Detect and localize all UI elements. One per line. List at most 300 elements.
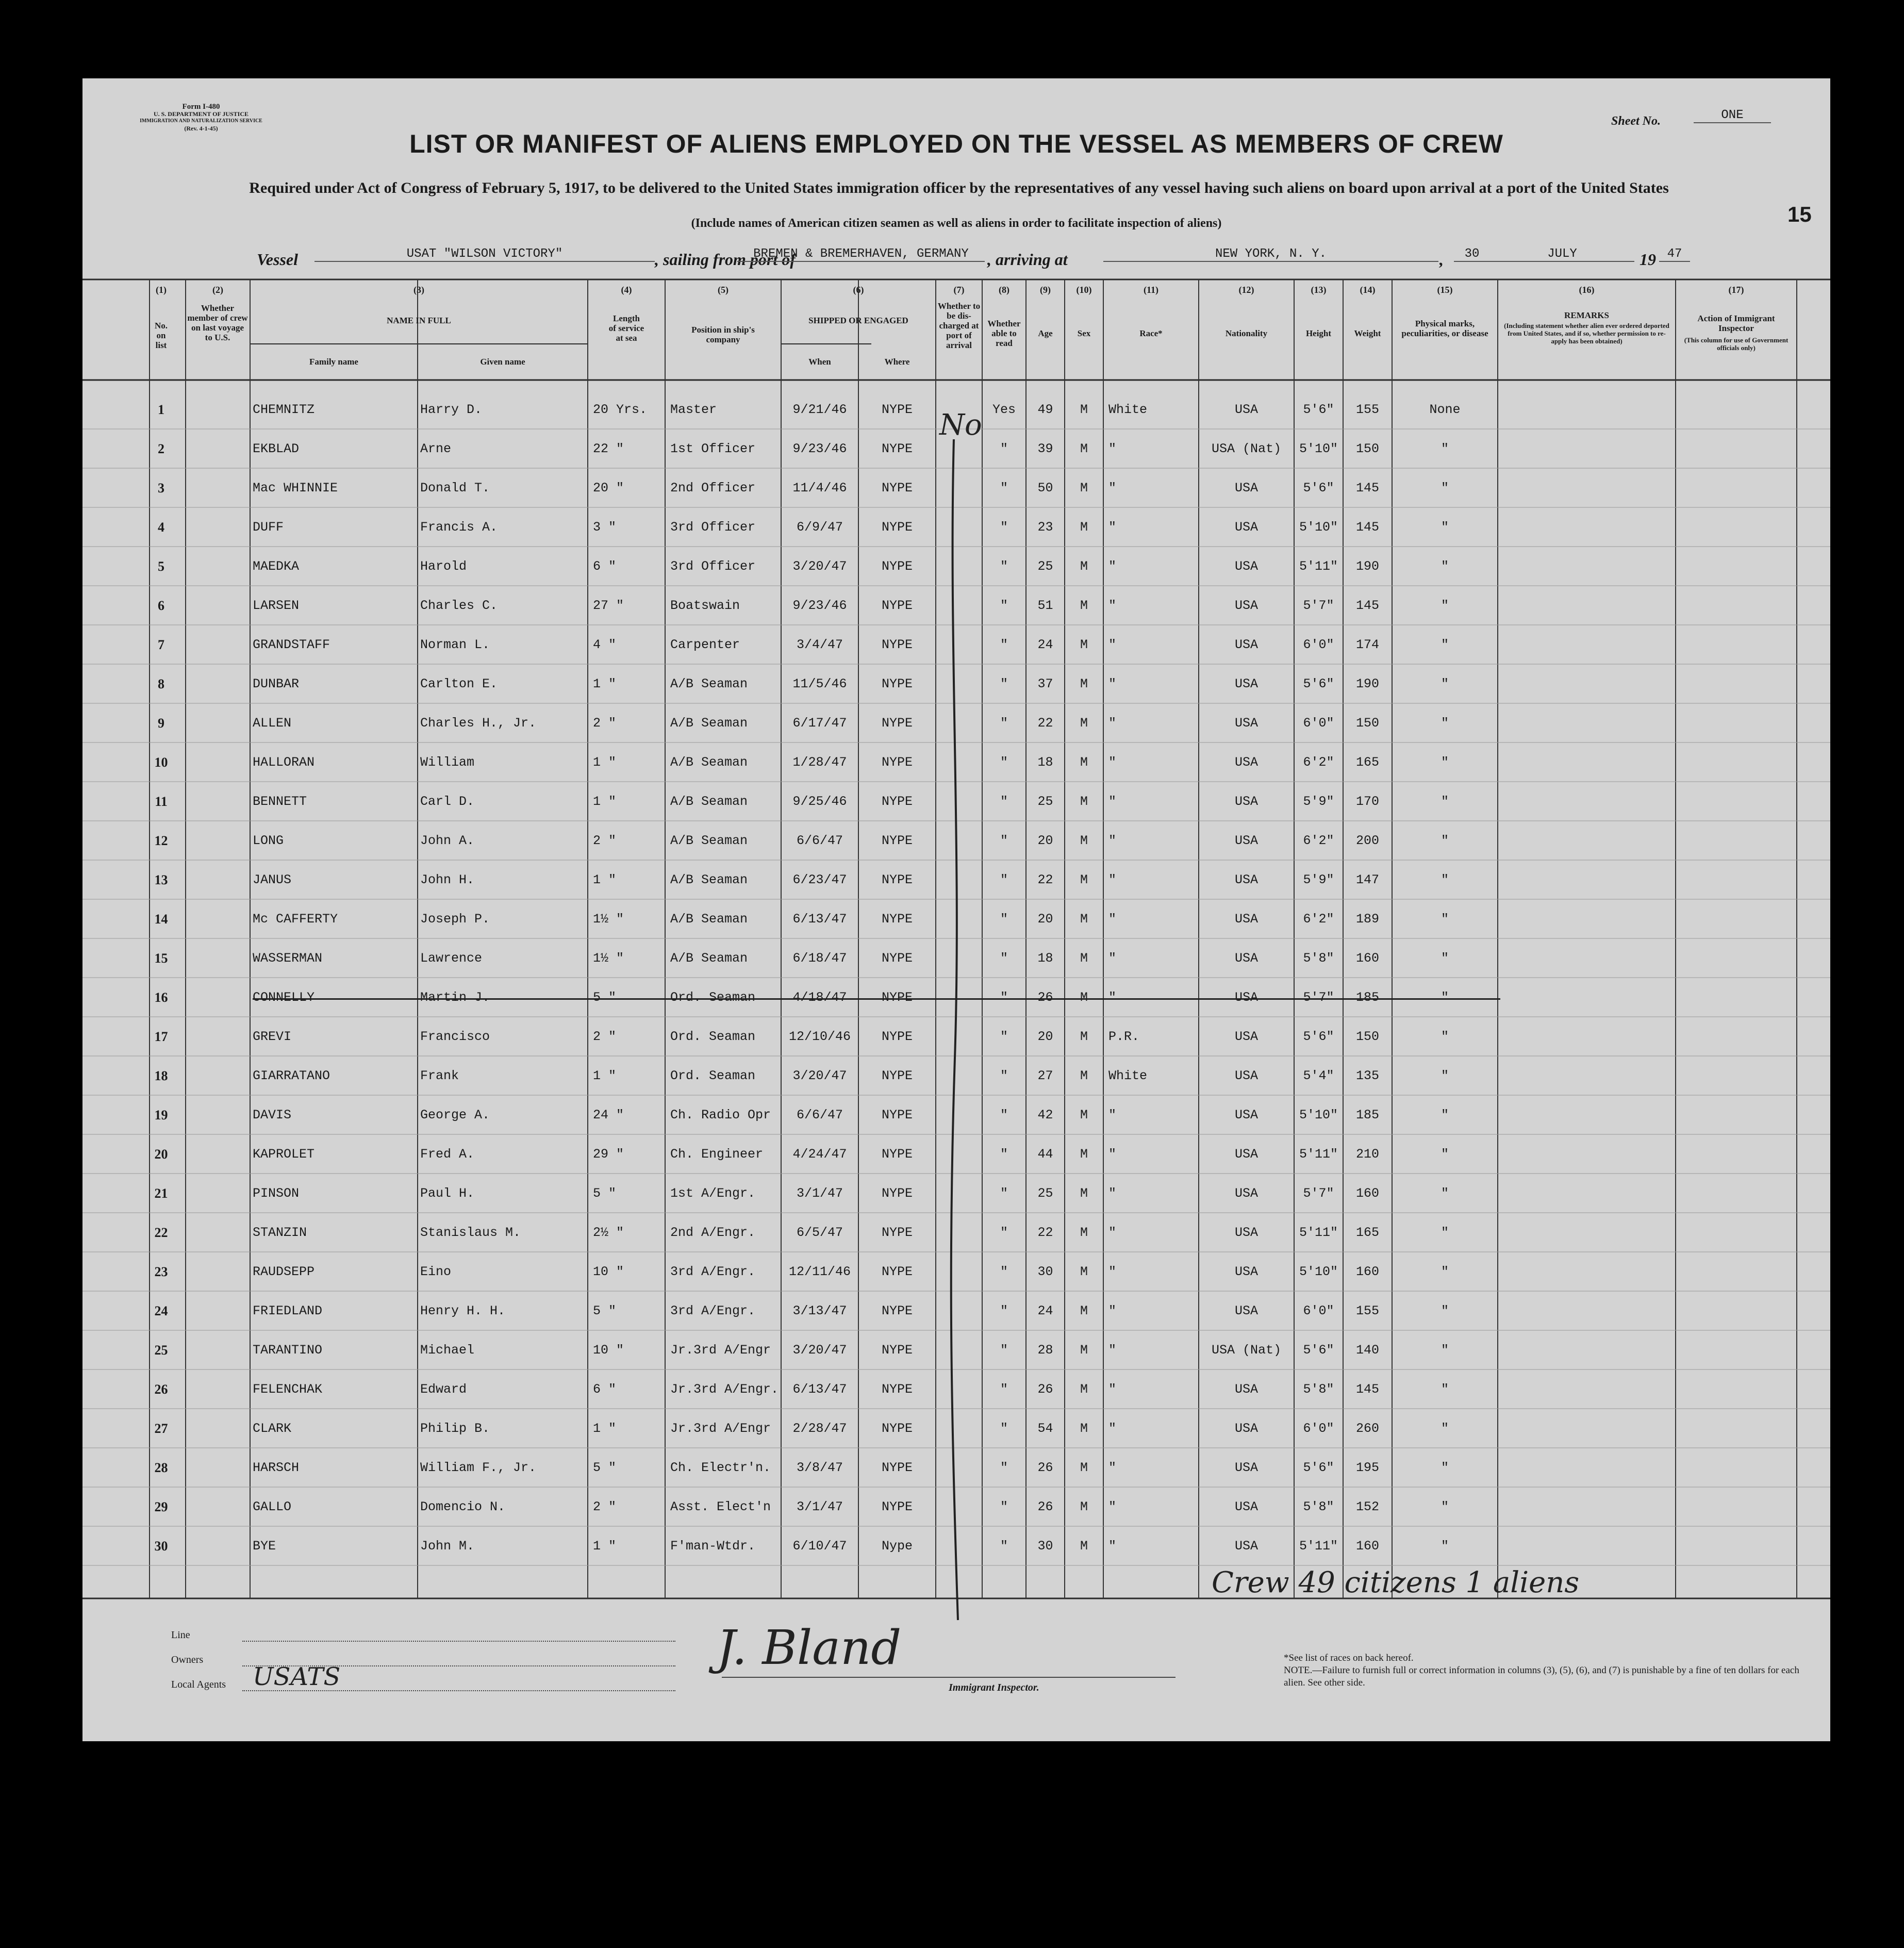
race-note: *See list of races on back hereof. [1284,1653,1414,1663]
colnum-13: (13) [1311,285,1327,295]
cell-service: 1 " [593,755,617,770]
cell-weight: 145 [1355,481,1379,496]
arriving-label: , arriving at [987,250,1068,269]
cell-age: 20 [1037,912,1053,927]
cell-no: 14 [154,912,168,927]
cell-given: Paul H. [420,1186,475,1201]
colnum-10: (10) [1076,285,1092,295]
cell-height: 6'0" [1303,637,1334,652]
cell-family: CHEMNITZ [253,402,315,417]
cell-physical: " [1441,1186,1449,1201]
cell-position: A/B Seaman [670,676,748,691]
cell-sex: M [1080,1460,1088,1475]
cell-weight: 155 [1355,1303,1379,1318]
cell-sex: M [1080,912,1088,927]
footer-notes [1284,1652,1799,1689]
cell-service: 1 " [593,1421,617,1436]
cell-sex: M [1080,1382,1088,1397]
cell-sex: M [1080,1499,1088,1514]
cell-given: John M. [420,1539,475,1554]
cell-physical: " [1441,872,1449,887]
cell-position: A/B Seaman [670,833,748,848]
cell-height: 5'6" [1303,1460,1334,1475]
cell-family: DUFF [253,520,284,535]
header-age: Age [1038,328,1053,338]
cell-read: " [1000,716,1008,731]
cell-weight: 160 [1355,1186,1379,1201]
cell-position: 1st A/Engr. [670,1186,756,1201]
cell-race: " [1108,1421,1117,1436]
header-height: Height [1305,328,1332,338]
cell-physical: " [1441,1382,1449,1397]
cell-age: 26 [1037,1460,1053,1475]
department: U. S. DEPARTMENT OF JUSTICE [153,110,249,118]
cell-height: 5'8" [1303,1499,1334,1514]
cell-weight: 152 [1355,1499,1379,1514]
cell-given: Arne [420,441,452,456]
cell-where: NYPE [881,1068,913,1083]
cell-sex: M [1080,520,1088,535]
cell-when: 12/10/46 [788,1029,851,1044]
cell-service: 1 " [593,1068,617,1083]
cell-nationality: USA (Nat) [1211,441,1282,456]
arrival-port: NEW YORK, N. Y. [1103,247,1438,262]
cell-sex: M [1080,481,1088,496]
discharged-mark: No [939,408,982,442]
cell-where: NYPE [881,441,913,456]
header-sex: Sex [1077,328,1091,338]
cell-sex: M [1080,951,1088,966]
cell-sex: M [1080,794,1088,809]
inspector-field [722,1676,1175,1678]
cell-weight: 160 [1355,951,1379,966]
cell-service: 1½ " [593,951,624,966]
cell-nationality: USA [1234,559,1258,574]
cell-no: 5 [158,559,164,574]
cell-read: " [1000,481,1008,496]
cell-position: Master [670,402,717,417]
cell-physical: " [1441,794,1449,809]
cell-physical: " [1441,1068,1449,1083]
cell-where: NYPE [881,520,913,535]
cell-nationality: USA [1234,676,1258,691]
cell-given: Joseph P. [420,912,490,927]
header-when: When [808,357,831,367]
cell-when: 9/21/46 [792,402,847,417]
cell-family: MAEDKA [253,559,300,574]
colnum-12: (12) [1238,285,1254,295]
header-action-note: (This column for use of Government officials only) [1684,336,1789,352]
cell-no: 24 [154,1303,168,1318]
header-where: Where [884,357,910,367]
cell-when: 6/9/47 [796,520,843,535]
cell-race: " [1108,912,1117,927]
colnum-1: (1) [156,285,167,295]
cell-no: 19 [154,1108,168,1122]
cell-nationality: USA [1234,755,1258,770]
colnum-7: (7) [953,285,965,295]
cell-position: A/B Seaman [670,716,748,731]
cell-age: 28 [1037,1343,1053,1358]
cell-read: " [1000,1499,1008,1514]
cell-no: 21 [154,1186,168,1201]
cell-age: 26 [1037,1499,1053,1514]
cell-family: CONNELLY [253,990,315,1005]
cell-read: " [1000,872,1008,887]
cell-physical: " [1441,951,1449,966]
arrival-day: 30 [1454,247,1490,262]
cell-nationality: USA [1234,1225,1258,1240]
departure-port: BREMEN & BREMERHAVEN, GERMANY [737,247,985,262]
cell-read: " [1000,1186,1008,1201]
cell-race: " [1108,1186,1117,1201]
cell-read: " [1000,598,1008,613]
line-label: Line [171,1629,190,1641]
cell-read: " [1000,1068,1008,1083]
cell-height: 5'10" [1299,441,1338,456]
cell-where: NYPE [881,637,913,652]
cell-when: 12/11/46 [788,1264,851,1279]
cell-given: John A. [420,833,475,848]
cell-weight: 195 [1355,1460,1379,1475]
cell-race: " [1108,598,1117,613]
cell-service: 20 " [593,481,624,496]
cell-position: A/B Seaman [670,872,748,887]
cell-where: NYPE [881,951,913,966]
cell-where: NYPE [881,872,913,887]
colnum-4: (4) [621,285,632,295]
cell-weight: 200 [1355,833,1379,848]
header-able-read: Whether able to read [987,319,1021,348]
cell-where: NYPE [881,1499,913,1514]
cell-height: 5'8" [1303,1382,1334,1397]
cell-given: Domencio N. [420,1499,506,1514]
cell-position: 2nd Officer [670,481,756,496]
cell-where: NYPE [881,1225,913,1240]
cell-read: " [1000,1539,1008,1554]
cell-height: 5'11" [1299,1539,1338,1554]
cell-service: 1 " [593,794,617,809]
cell-service: 27 " [593,598,624,613]
cell-family: HALLORAN [253,755,315,770]
cell-service: 5 " [593,1460,617,1475]
cell-when: 9/25/46 [792,794,847,809]
cell-weight: 145 [1355,520,1379,535]
cell-family: PINSON [253,1186,300,1201]
cell-given: Edward [420,1382,467,1397]
cell-service: 5 " [593,990,617,1005]
cell-read: " [1000,559,1008,574]
cell-weight: 190 [1355,676,1379,691]
cell-race: " [1108,676,1117,691]
owners-label: Owners [171,1654,204,1665]
cell-family: CLARK [253,1421,292,1436]
cell-sex: M [1080,1225,1088,1240]
cell-sex: M [1080,637,1088,652]
cell-family: FELENCHAK [253,1382,323,1397]
cell-when: 6/13/47 [792,912,847,927]
colnum-2: (2) [212,285,223,295]
cell-height: 6'0" [1303,1303,1334,1318]
cell-no: 12 [154,833,168,848]
cell-when: 9/23/46 [792,441,847,456]
cell-race: White [1108,402,1148,417]
cell-where: NYPE [881,1421,913,1436]
cell-position: A/B Seaman [670,794,748,809]
cell-physical: " [1441,1539,1449,1554]
cell-given: Michael [420,1343,475,1358]
cell-service: 22 " [593,441,624,456]
cell-physical: " [1441,755,1449,770]
cell-no: 11 [155,794,168,809]
cell-nationality: USA [1234,990,1258,1005]
cell-given: Fred A. [420,1147,475,1162]
arrival-month: JULY [1490,247,1634,262]
header-nationality: Nationality [1225,328,1268,338]
cell-read: " [1000,912,1008,927]
cell-race: " [1108,1108,1117,1122]
cell-where: NYPE [881,912,913,927]
cell-service: 2 " [593,1029,617,1044]
cell-position: Ord. Seaman [670,990,756,1005]
cell-weight: 210 [1355,1147,1379,1162]
cell-given: George A. [420,1108,490,1122]
colnum-11: (11) [1144,285,1158,295]
cell-position: Ord. Seaman [670,1068,756,1083]
cell-position: Carpenter [670,637,740,652]
header-physical: Physical marks, peculiarities, or disease [1401,319,1488,338]
cell-sex: M [1080,402,1088,417]
cell-no: 20 [154,1147,168,1162]
cell-race: " [1108,794,1117,809]
cell-when: 3/8/47 [796,1460,843,1475]
cell-sex: M [1080,1147,1088,1162]
cell-sex: M [1080,441,1088,456]
cell-position: A/B Seaman [670,951,748,966]
cell-age: 20 [1037,1029,1053,1044]
cell-height: 5'11" [1299,1225,1338,1240]
cell-nationality: USA [1234,1147,1258,1162]
subtitle: Required under Act of Congress of February 5, 1917, to be delivered to the United States immigration officer by the representatives of any vessel having such aliens on board upon arrival at a port of the United States [249,179,1669,196]
cell-height: 5'6" [1303,481,1334,496]
cell-read: " [1000,794,1008,809]
cell-no: 27 [154,1421,168,1436]
cell-nationality: USA [1234,833,1258,848]
cell-nationality: USA [1234,872,1258,887]
cell-age: 39 [1037,441,1053,456]
cell-service: 5 " [593,1186,617,1201]
cell-age: 25 [1037,559,1053,574]
cell-given: Eino [420,1264,452,1279]
cell-height: 5'6" [1303,402,1334,417]
cell-physical: " [1441,1225,1449,1240]
cell-where: NYPE [881,1147,913,1162]
cell-family: ALLEN [253,716,292,731]
cell-height: 5'11" [1299,1147,1338,1162]
cell-given: Charles H., Jr. [420,716,537,731]
cell-weight: 174 [1355,637,1379,652]
cell-nationality: USA (Nat) [1211,1343,1282,1358]
cell-no: 10 [154,755,168,770]
cell-service: 1 " [593,676,617,691]
cell-service: 1 " [593,872,617,887]
cell-no: 3 [158,481,164,496]
cell-read: " [1000,1225,1008,1240]
cell-physical: " [1441,1303,1449,1318]
cell-where: NYPE [881,755,913,770]
cell-race: " [1108,990,1117,1005]
cell-position: Ch. Radio Opr [670,1108,771,1122]
cell-weight: 155 [1355,402,1379,417]
header-family-name: Family name [309,357,358,367]
cell-age: 42 [1037,1108,1053,1122]
cell-physical: " [1441,441,1449,456]
cell-family: GALLO [253,1499,292,1514]
manifest-sheet [82,78,1830,1741]
cell-no: 23 [154,1264,168,1279]
cell-age: 51 [1037,598,1053,613]
cell-read: " [1000,441,1008,456]
cell-service: 6 " [593,1382,617,1397]
cell-age: 26 [1037,1382,1053,1397]
crew-total-note: Crew 49 citizens 1 aliens [1212,1566,1580,1599]
discharged-ditto-line [933,439,974,1625]
cell-when: 1/28/47 [792,755,847,770]
cell-age: 20 [1037,833,1053,848]
cell-given: Harold [420,559,467,574]
cell-weight: 189 [1355,912,1379,927]
cell-no: 16 [154,990,168,1005]
cell-age: 25 [1037,1186,1053,1201]
cell-height: 5'7" [1303,598,1334,613]
cell-service: 3 " [593,520,617,535]
cell-where: NYPE [881,481,913,496]
cell-race: White [1108,1068,1148,1083]
cell-service: 2 " [593,1499,617,1514]
cell-read: " [1000,637,1008,652]
cell-sex: M [1080,1343,1088,1358]
cell-family: LONG [253,833,284,848]
cell-family: LARSEN [253,598,300,613]
cell-age: 30 [1037,1539,1053,1554]
cell-service: 2½ " [593,1225,624,1240]
cell-service: 2 " [593,833,617,848]
cell-physical: " [1441,676,1449,691]
header-remarks-note: (Including statement whether alien ever ordered deported from United States, and if so, whether permission to re-apply has been obtained) [1504,322,1669,345]
cell-weight: 147 [1355,872,1379,887]
cell-nationality: USA [1234,637,1258,652]
cell-family: JANUS [253,872,292,887]
cell-family: GRANDSTAFF [253,637,330,652]
cell-when: 6/13/47 [792,1382,847,1397]
vessel-label: Vessel [257,250,298,269]
cell-when: 11/5/46 [792,676,847,691]
penalty-note: NOTE.—Failure to furnish full or correct information in columns (3), (5), (6), and (7) is punishable by a fine of ten dollars for each alien. See other side. [1284,1665,1799,1688]
cell-nationality: USA [1234,1460,1258,1475]
cell-where: NYPE [881,1029,913,1044]
cell-family: BYE [253,1539,276,1554]
cell-weight: 145 [1355,598,1379,613]
cell-nationality: USA [1234,1382,1258,1397]
cell-nationality: USA [1234,1499,1258,1514]
cell-position: Ch. Electr'n. [670,1460,771,1475]
cell-sex: M [1080,1068,1088,1083]
cell-position: Boatswain [670,598,740,613]
cell-weight: 165 [1355,1225,1379,1240]
cell-position: Ch. Engineer [670,1147,764,1162]
cell-when: 4/24/47 [792,1147,847,1162]
cell-read: Yes [992,402,1016,417]
cell-no: 26 [154,1382,168,1397]
cell-weight: 150 [1355,1029,1379,1044]
cell-position: 3rd A/Engr. [670,1264,756,1279]
vessel-name: USAT "WILSON VICTORY" [314,247,655,262]
cell-physical: " [1441,598,1449,613]
line-field [242,1640,675,1642]
cell-position: Asst. Elect'n [670,1499,771,1514]
cell-family: DUNBAR [253,676,300,691]
cell-position: Jr.3rd A/Engr [670,1421,771,1436]
cell-age: 26 [1037,990,1053,1005]
cell-race: " [1108,441,1117,456]
cell-no: 7 [158,637,164,652]
cell-family: WASSERMAN [253,951,323,966]
cell-read: " [1000,1147,1008,1162]
cell-when: 6/23/47 [792,872,847,887]
cell-race: " [1108,481,1117,496]
cell-given: Frank [420,1068,459,1083]
cell-family: EKBLAD [253,441,300,456]
cell-where: NYPE [881,833,913,848]
cell-age: 24 [1037,1303,1053,1318]
year-prefix: 19 [1640,250,1656,269]
cell-physical: " [1441,1264,1449,1279]
service-name: IMMIGRATION AND NATURALIZATION SERVICE [140,118,262,124]
cell-given: William F., Jr. [420,1460,537,1475]
cell-position: F'man-Wtdr. [670,1539,756,1554]
strike-through-line [253,998,1500,1000]
cell-when: 4/18/47 [792,990,847,1005]
cell-no: 2 [158,441,164,456]
cell-position: Jr.3rd A/Engr [670,1343,771,1358]
subtitle-note: (Include names of American citizen seamen as well as aliens in order to facilitate inspection of aliens) [691,217,1222,230]
cell-age: 22 [1037,872,1053,887]
cell-position: 3rd Officer [670,520,756,535]
cell-family: TARANTINO [253,1343,323,1358]
header-given-name: Given name [480,357,525,367]
cell-race: " [1108,755,1117,770]
cell-physical: " [1441,481,1449,496]
cell-race: " [1108,833,1117,848]
cell-height: 6'0" [1303,716,1334,731]
cell-no: 30 [154,1539,168,1554]
cell-family: Mac WHINNIE [253,481,338,496]
cell-no: 25 [154,1343,168,1358]
cell-no: 17 [154,1029,168,1044]
cell-position: 3rd Officer [670,559,756,574]
cell-when: 2/28/47 [792,1421,847,1436]
header-whether-member: Whether member of crew on last voyage to U.S. [187,303,248,342]
cell-position: 2nd A/Engr. [670,1225,756,1240]
cell-when: 3/20/47 [792,1068,847,1083]
comma: , [1439,250,1444,269]
cell-weight: 190 [1355,559,1379,574]
cell-service: 1½ " [593,912,624,927]
cell-age: 24 [1037,637,1053,652]
cell-no: 29 [154,1499,168,1514]
cell-read: " [1000,755,1008,770]
cell-race: " [1108,1460,1117,1475]
